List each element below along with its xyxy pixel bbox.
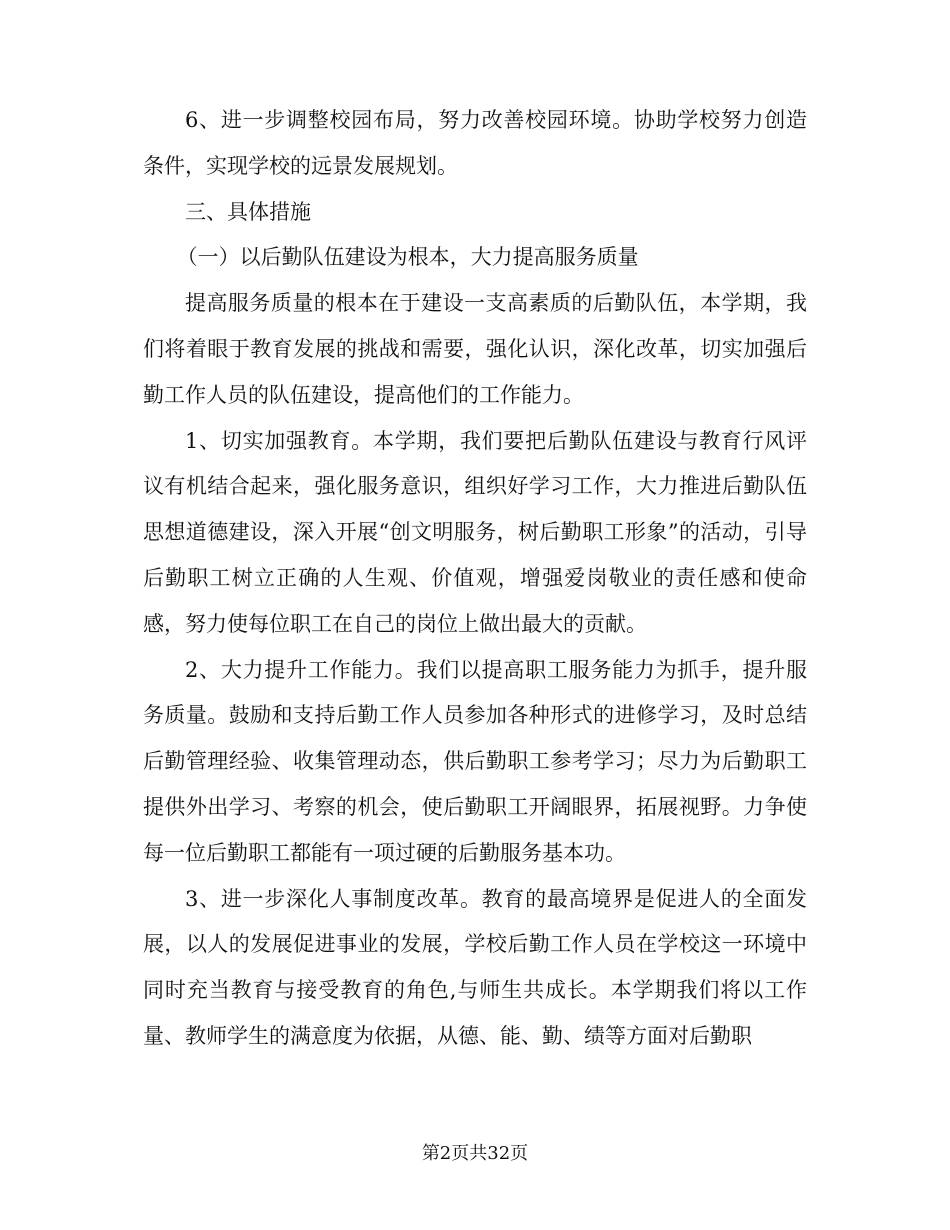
page-number-footer: 第2页共32页 xyxy=(421,1143,529,1164)
paragraph-service-quality: 提高服务质量的根本在于建设一支高素质的后勤队伍，本学期，我们将着眼于教育发展的挑战和需要，强化认识，深化改革，切实加强后勤工作人员的队伍建设，提高他们的工作能力。 xyxy=(143,291,807,407)
subsection-heading-team-building: （一）以后勤队伍建设为根本，大力提高服务质量 xyxy=(176,245,639,270)
paragraph-item-2-ability: 2、大力提升工作能力。我们以提高职工服务能力为抓手，提升服务质量。鼓励和支持后勤工作人员参加各种形式的进修学习，及时总结后勤管理经验、收集管理动态，供后勤职工参考学习；尽力为后勤职工提供外出学习、考察的机会，使后勤职工开阔眼界，拓展视野。力争使每一位后勤职工都能有一项过硬的后勤服务基本功。 xyxy=(143,657,807,865)
paragraph-item-3-reform: 3、进一步深化人事制度改革。教育的最高境界是促进人的全面发展，以人的发展促进事业的发展，学校后勤工作人员在学校这一环境中同时充当教育与接受教育的角色,与师生共成长。本学期我们将以工作量、教师学生的满意度为依据，从德、能、勤、绩等方面对后勤职 xyxy=(143,886,807,1048)
paragraph-item-1-education: 1、切实加强教育。本学期，我们要把后勤队伍建设与教育行风评议有机结合起来，强化服务意识，组织好学习工作，大力推进后勤队伍思想道德建设，深入开展“创文明服务，树后勤职工形象”的活动，引导后勤职工树立正确的人生观、价值观，增强爱岗敬业的责任感和使命感，努力使每位职工在自己的岗位上做出最大的贡献。 xyxy=(143,428,807,636)
document-body xyxy=(143,98,807,1060)
paragraph-item-6: 6、进一步调整校园布局，努力改善校园环境。协助学校努力创造条件，实现学校的远景发展规划。 xyxy=(143,108,807,178)
section-heading-measures: 三、具体措施 xyxy=(185,199,311,224)
